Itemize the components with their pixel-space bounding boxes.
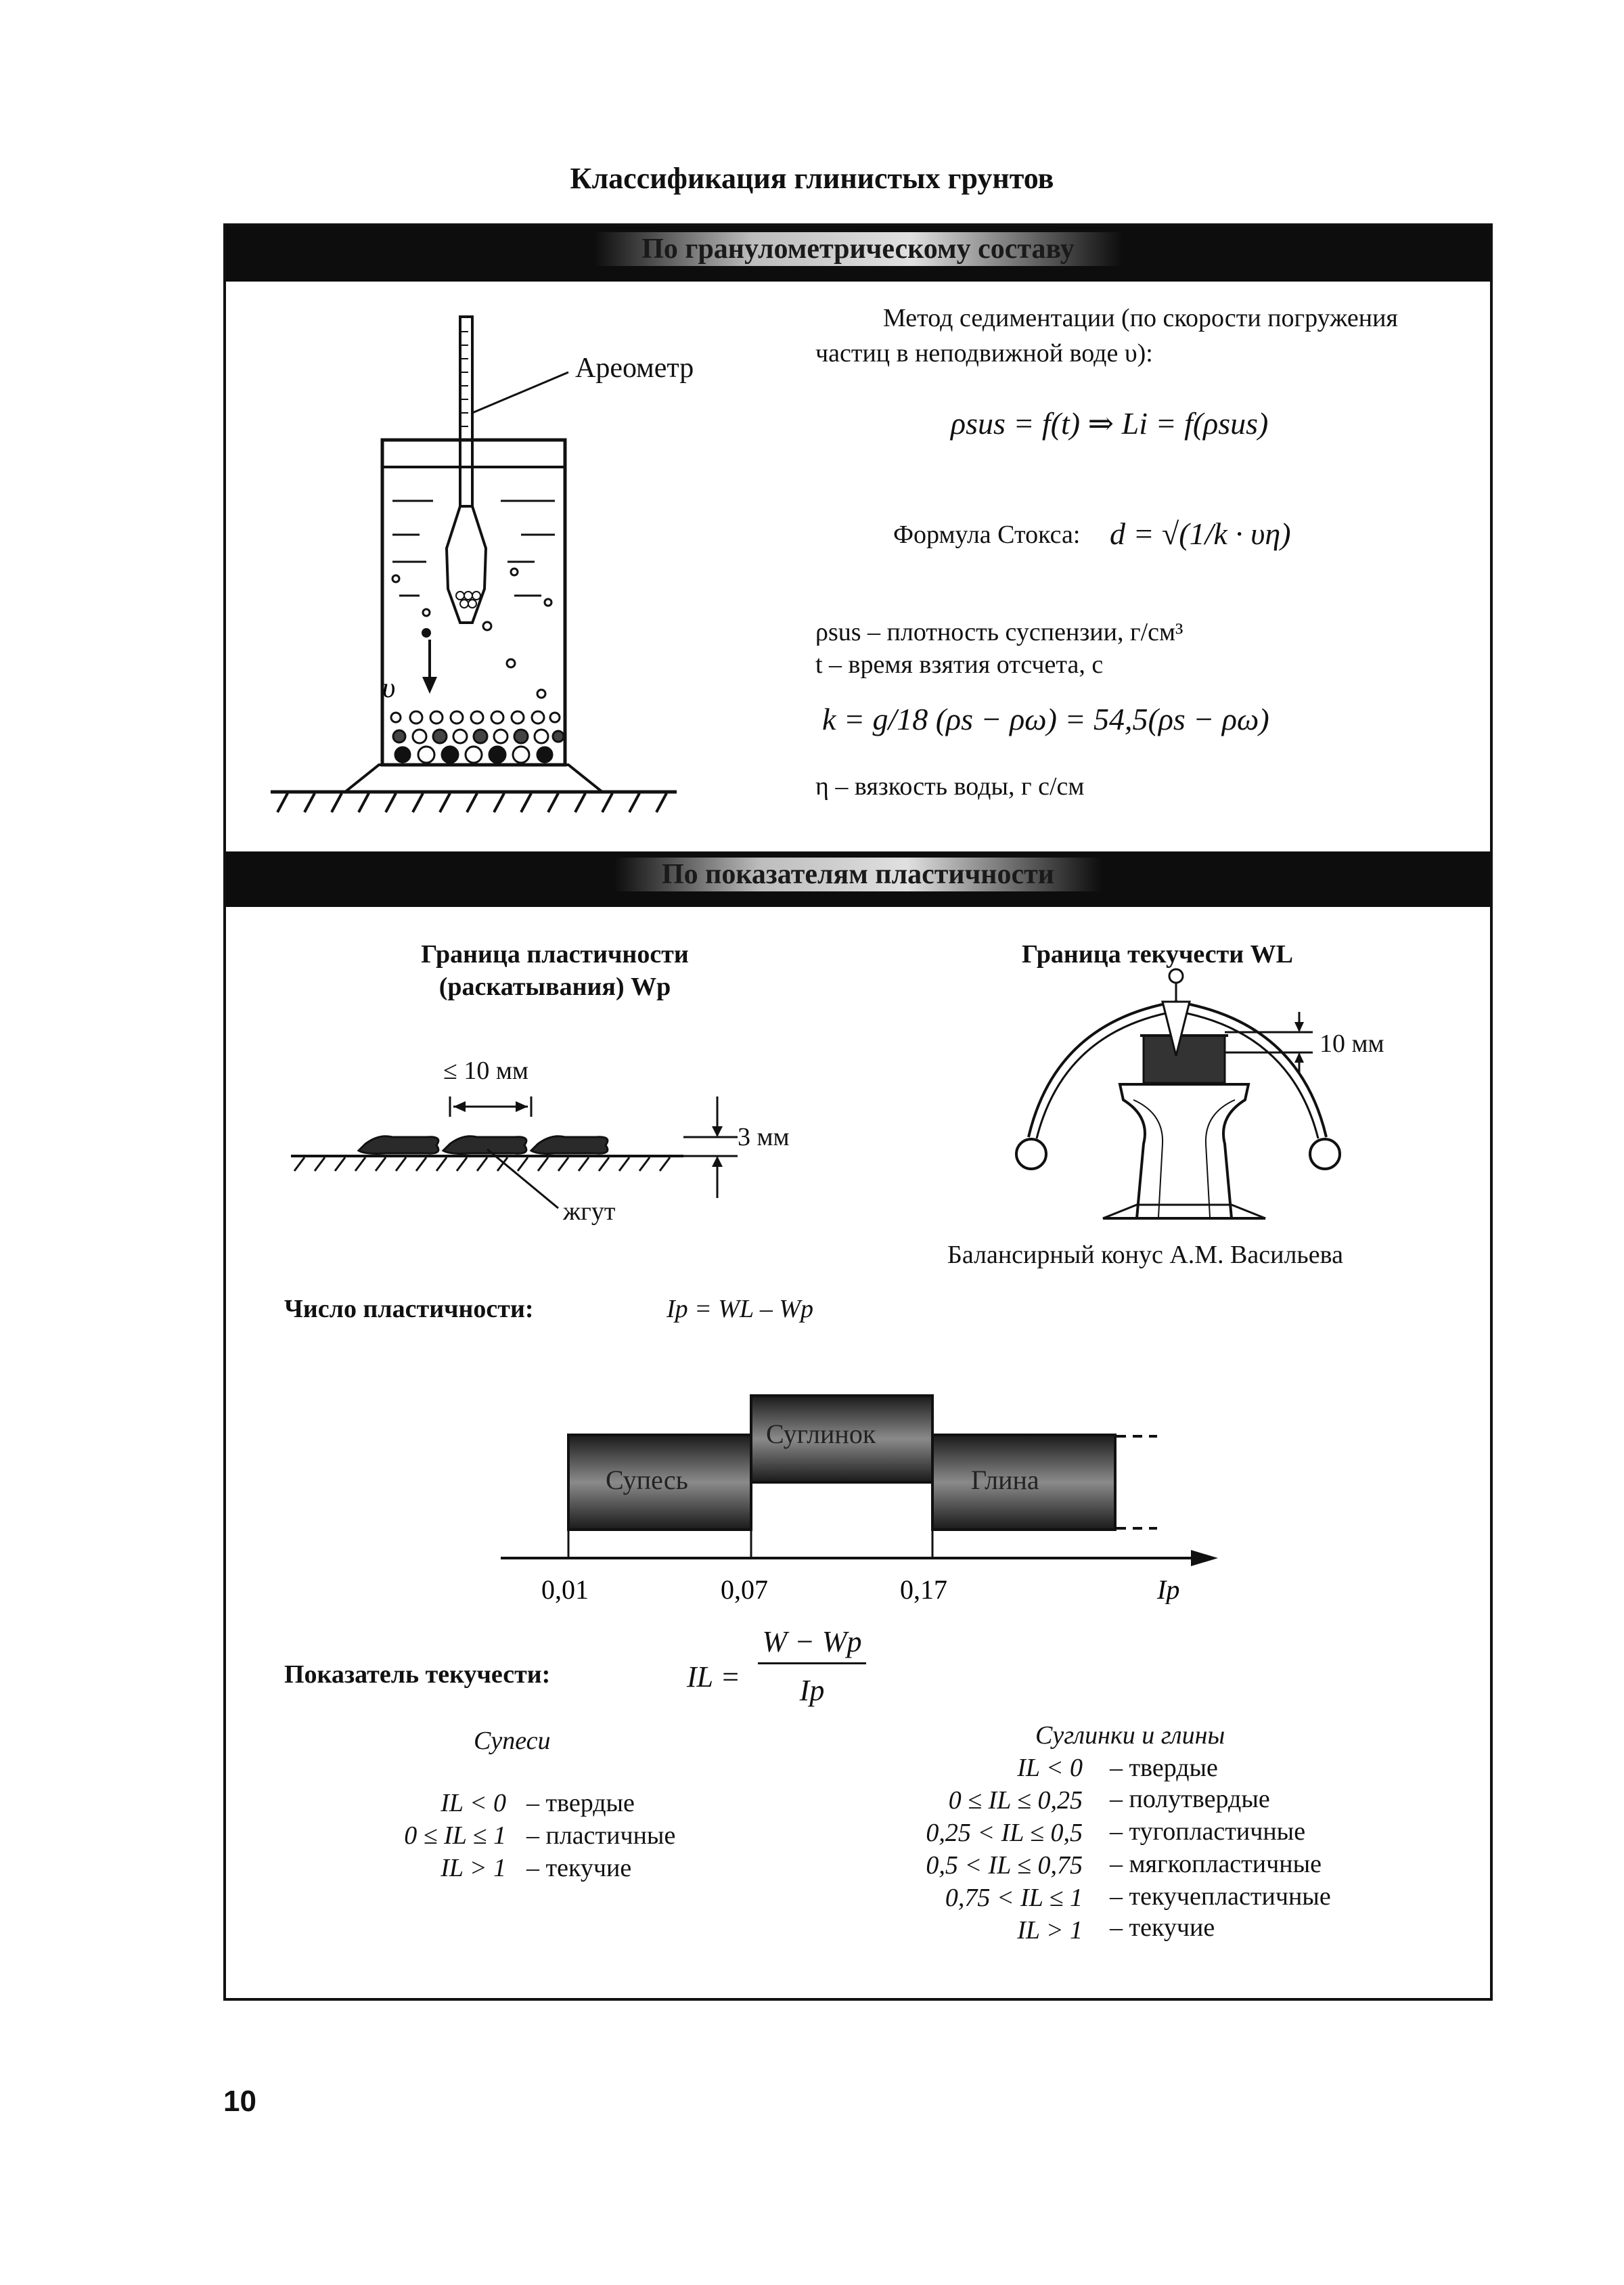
def-rho: ρsus – плотность суспензии, г/см³	[815, 618, 1183, 646]
sandy-loam-heading: Супеси	[474, 1727, 551, 1755]
page-title: Классификация глинистых грунтов	[570, 162, 1054, 195]
loam-state-5: – текучие	[1110, 1913, 1215, 1942]
band-label-clay: Глина	[971, 1465, 1039, 1495]
loam-state-4: – текучепластичные	[1110, 1882, 1331, 1911]
section1-header-label: По гранулометрическому составу	[594, 232, 1122, 266]
loam-cond-5: IL > 1	[1017, 1916, 1083, 1945]
cone-depth-label: 10 мм	[1320, 1029, 1384, 1058]
fraction-bar	[758, 1662, 866, 1664]
plasticity-scale	[474, 1381, 1232, 1604]
loam-clay-heading: Суглинки и глины	[1035, 1721, 1225, 1750]
sandy-state-0: – твердые	[526, 1789, 635, 1817]
loam-cond-4: 0,75 < IL ≤ 1	[945, 1884, 1083, 1912]
sandy-state-2: – текучие	[526, 1854, 632, 1882]
density-formula: ρsus = f(t) ⇒ Li = f(ρsus)	[951, 406, 1269, 441]
sandy-cond-1: 0 ≤ IL ≤ 1	[404, 1821, 506, 1850]
band-label-loam: Суглинок	[766, 1419, 876, 1449]
section1-header	[226, 226, 1490, 282]
liquidity-denominator: Ip	[799, 1674, 825, 1707]
plasticity-index-formula: Ip = WL – Wp	[667, 1295, 814, 1323]
loam-cond-0: IL < 0	[1017, 1754, 1083, 1782]
band-label-sandy-loam: Супесь	[606, 1465, 688, 1495]
loam-state-2: – тугопластичные	[1110, 1817, 1306, 1846]
areometer-label: Ареометр	[575, 353, 694, 384]
plastic-limit-heading-2: (раскатывания) Wp	[438, 973, 671, 1001]
method-line-2: частиц в неподвижной воде υ):	[815, 339, 1153, 368]
tick-017: 0,17	[900, 1574, 947, 1604]
axis-label-ip: Ip	[1157, 1574, 1180, 1604]
tick-007: 0,07	[721, 1574, 768, 1604]
thread-label: жгут	[563, 1197, 616, 1226]
section2-header-label: По показателям пластичности	[614, 858, 1102, 891]
method-line-1: Метод седиментации (по скорости погружения	[883, 304, 1398, 332]
plasticity-index-label: Число пластичности:	[284, 1295, 534, 1323]
stokes-formula: d = √(1/k · υη)	[1110, 516, 1291, 551]
plastic-limit-heading-1: Граница пластичности	[421, 940, 689, 969]
loam-cond-3: 0,5 < IL ≤ 0,75	[926, 1851, 1083, 1880]
sandy-state-1: – пластичные	[526, 1821, 676, 1850]
sandy-cond-0: IL < 0	[441, 1789, 506, 1817]
page-number: 10	[223, 2085, 256, 2118]
liquidity-numerator: W − Wp	[762, 1625, 862, 1658]
k-formula: k = g/18 (ρs − ρω) = 54,5(ρs − ρω)	[822, 702, 1269, 736]
loam-cond-1: 0 ≤ IL ≤ 0,25	[948, 1786, 1083, 1815]
thread-rolling-illustration	[284, 1069, 758, 1239]
liquidity-index-label: Показатель текучести:	[284, 1660, 551, 1689]
balancing-cone-illustration	[1001, 961, 1421, 1232]
loam-state-1: – полутвердые	[1110, 1785, 1270, 1813]
liquidity-lhs: IL =	[687, 1660, 741, 1693]
def-t: t – время взятия отсчета, с	[815, 650, 1104, 679]
liquid-limit-heading: Граница текучести WL	[1022, 940, 1294, 969]
loam-cond-2: 0,25 < IL ≤ 0,5	[926, 1819, 1083, 1847]
loam-state-0: – твердые	[1110, 1754, 1218, 1782]
def-eta: η – вязкость воды, г с/см	[815, 772, 1085, 801]
stokes-label: Формула Стокса:	[893, 520, 1081, 549]
cone-caption: Балансирный конус А.М. Васильева	[947, 1241, 1343, 1269]
sandy-cond-2: IL > 1	[441, 1854, 506, 1882]
loam-state-3: – мягкопластичные	[1110, 1850, 1322, 1878]
velocity-symbol: υ	[382, 673, 396, 704]
section2-header	[226, 851, 1490, 907]
dim-thickness: 3 мм	[738, 1123, 790, 1151]
tick-001: 0,01	[541, 1574, 589, 1604]
dim-length: ≤ 10 мм	[443, 1057, 528, 1085]
